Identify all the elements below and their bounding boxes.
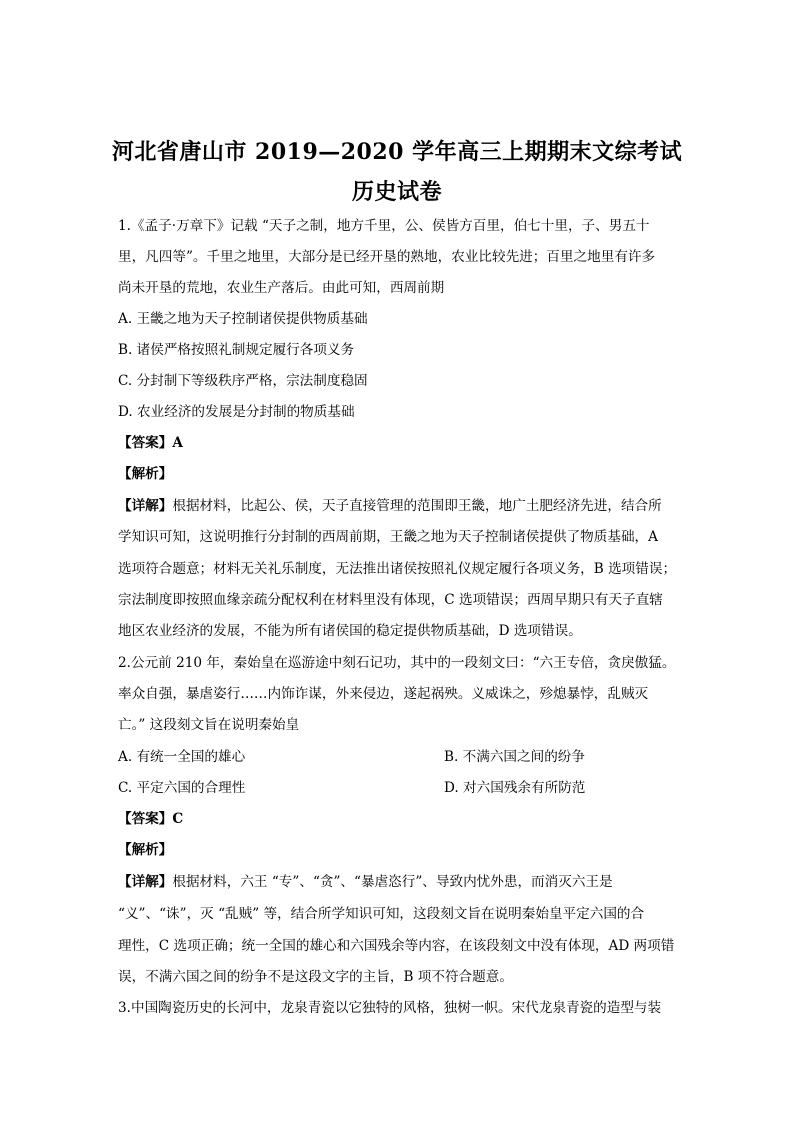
q2-option-c: C. 平定六国的合理性 (118, 780, 246, 796)
q2-stem-line-1: 2.公元前 210 年，秦始皇在巡游途中刻石记功，其中的一段刻文曰：“六王专倍，贪戾傲猛。 (118, 655, 676, 671)
q1-stem-line-1: 1.《孟子·万章下》记载 “天子之制，地方千里，公、侯皆方百里，伯七十里，子、男五十 (118, 218, 650, 234)
q1-option-c: C. 分封制下等级秩序严格，宗法制度稳固 (118, 373, 368, 389)
q1-analysis-label: 【解析】 (118, 466, 173, 482)
q2-option-a: A. 有统一全国的雄心 (118, 749, 246, 765)
q1-detail-line-5: 地区农业经济的发展，不能为所有诸侯国的稳定提供物质基础，D 选项错误。 (118, 623, 582, 639)
detail-marker: 【详解】 (118, 498, 173, 514)
document-subtitle: 历史试卷 (351, 179, 442, 205)
q2-detail-line-3: 理性，C 选项正确；统一全国的雄心和六国残余等内容，在该段刻文中没有体现，AD 两项错 (118, 938, 675, 954)
q2-answer: 【答案】C (118, 811, 184, 827)
q1-detail-line-1: 【详解】根据材料，比起公、侯，天子直接管理的范围即王畿，地广土肥经济先进，结合所 (118, 498, 662, 514)
q2-detail-line-4: 误，不满六国之间的纷争不是这段文字的主旨，B 项不符合题意。 (118, 969, 513, 985)
q1-option-b: B. 诸侯严格按照礼制规定履行各项义务 (118, 342, 355, 358)
q1-option-a: A. 王畿之地为天子控制诸侯提供物质基础 (118, 311, 368, 327)
q2-option-b: B. 不满六国之间的纷争 (444, 749, 585, 765)
q1-answer: 【答案】A (118, 435, 183, 451)
q1-detail-line-2: 学知识可知，这说明推行分封制的西周前期，王畿之地为天子控制诸侯提供了物质基础，A (118, 529, 658, 545)
document-title: 河北省唐山市 2019—2020 学年高三上期期末文综考试 (111, 139, 683, 165)
q2-analysis-label: 【解析】 (118, 842, 173, 858)
q1-stem-line-2: 里，凡四等”。千里之地里，大部分是已经开垦的熟地，农业比较先进；百里之地里有许多 (118, 249, 656, 265)
q2-option-d: D. 对六国残余有所防范 (444, 780, 586, 796)
q1-detail-line-3: 选项符合题意；材料无关礼乐制度，无法推出诸侯按照礼仪规定履行各项义务，B 选项错误； (118, 561, 677, 577)
q2-stem-line-3: 亡。” 这段刻文旨在说明秦始皇 (118, 717, 300, 733)
q3-stem-line-1: 3.中国陶瓷历史的长河中，龙泉青瓷以它独特的风格，独树一帜。宋代龙泉青瓷的造型与装 (118, 1000, 662, 1016)
q1-stem-line-3: 尚未开垦的荒地，农业生产落后。由此可知，西周前期 (118, 280, 445, 296)
detail-marker: 【详解】 (118, 874, 173, 890)
q1-option-d: D. 农业经济的发展是分封制的物质基础 (118, 404, 355, 420)
q1-detail-line-4: 宗法制度即按照血缘亲疏分配权利在材料里没有体现，C 选项错误；西周早期只有天子直辖 (118, 592, 663, 608)
q2-stem-line-2: 率众自强，暴虐姿行……内饰诈谋，外来侵边，遂起祸殃。义威诛之，殄熄暴悖，乱贼灭 (118, 686, 649, 702)
q2-detail-line-2: “义”、“诛”，灭 “乱贼” 等，结合所学知识可知，这段刻文旨在说明秦始皇平定六国的合 (118, 906, 645, 922)
q2-detail-line-1: 【详解】根据材料，六王 “专”、“贪”、“暴虐恣行”、导致内忧外患，而消灭六王是 (118, 874, 613, 890)
